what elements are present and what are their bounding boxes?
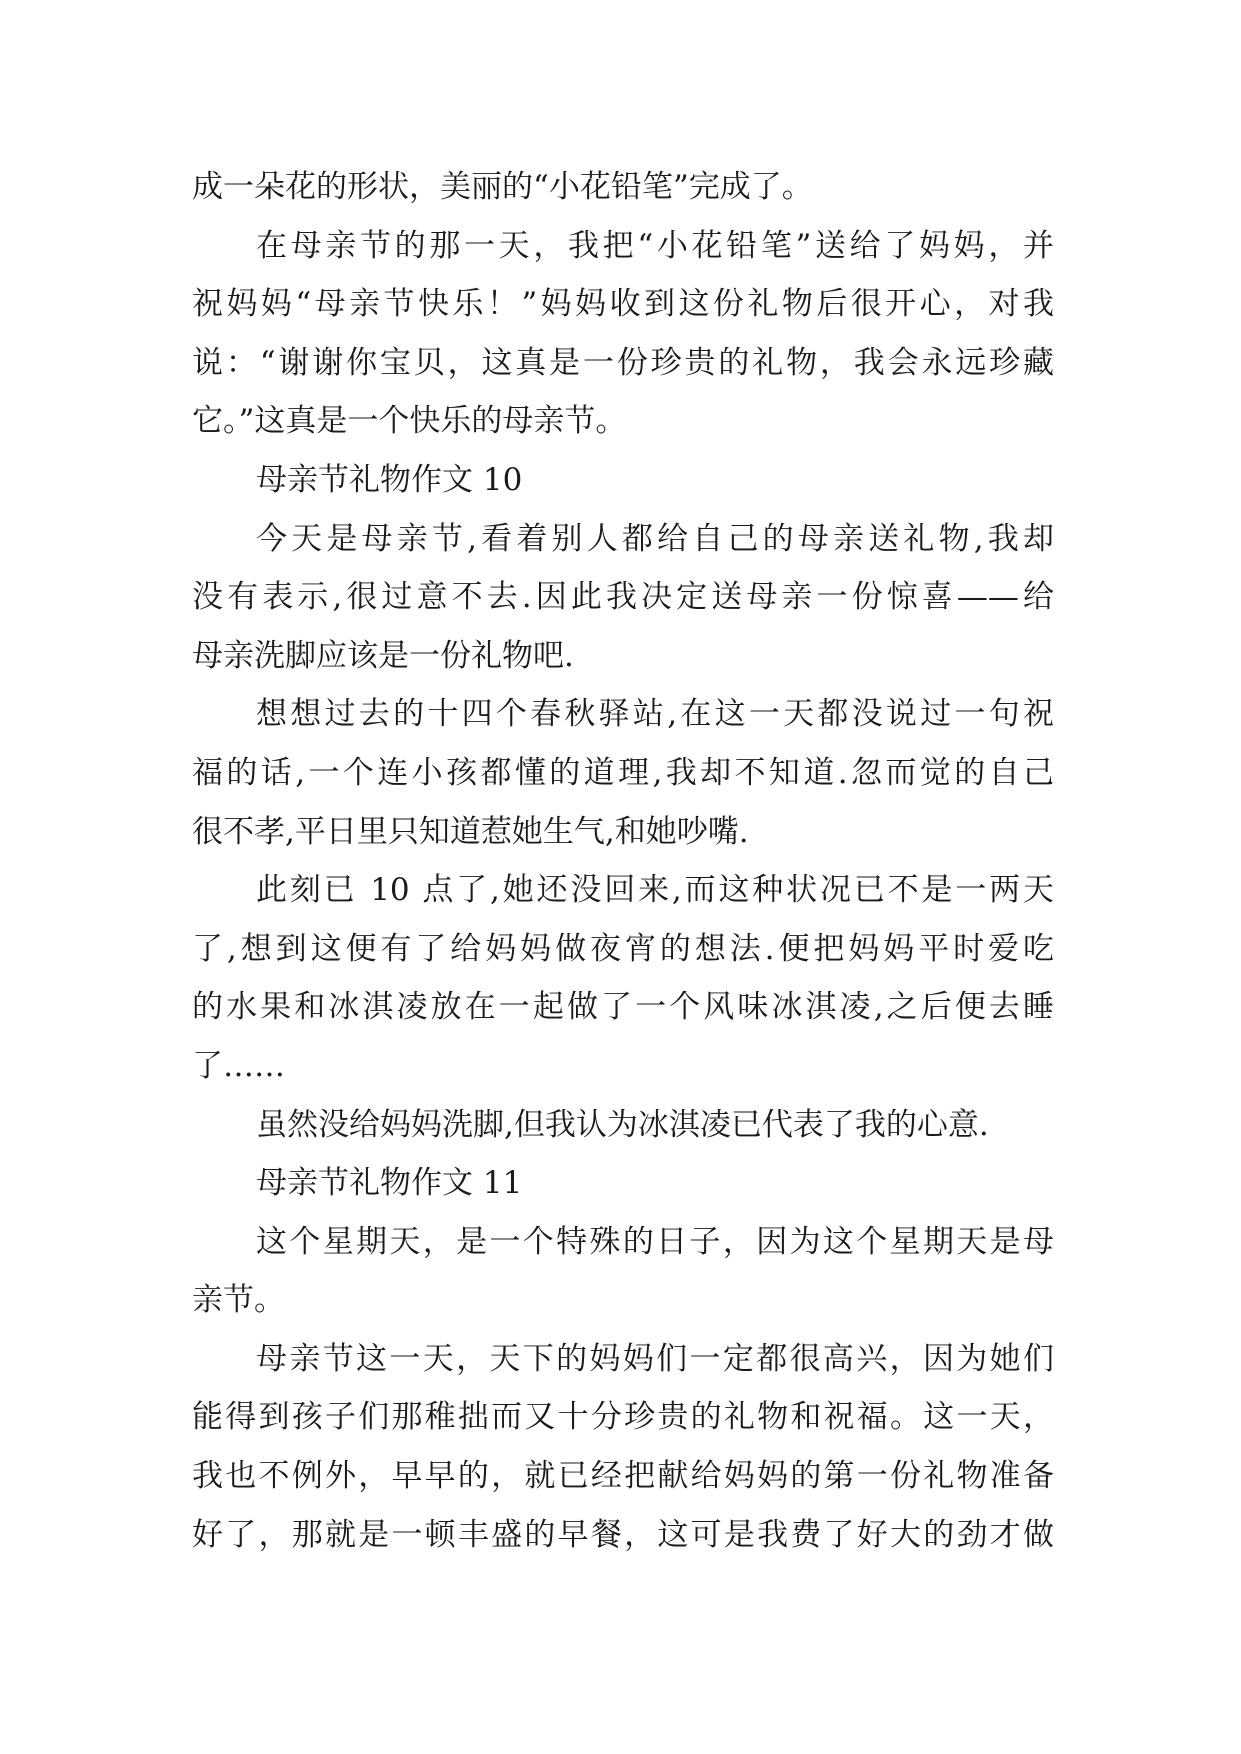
text-line: 这个星期天，是一个特殊的日子，因为这个星期天是母 xyxy=(256,1223,1054,1260)
paragraph xyxy=(192,1096,1054,1155)
text-line: 母亲节这一天，天下的妈妈们一定都很高兴，因为她们 xyxy=(256,1340,1054,1377)
text-line: 母亲洗脚应该是一份礼物吧. xyxy=(192,637,574,674)
essay-text xyxy=(192,158,1054,1564)
section-heading xyxy=(192,1154,1054,1213)
text-line: 想想过去的十四个春秋驿站,在这一天都没说过一句祝 xyxy=(256,696,1054,733)
text-line: 祝妈妈“母亲节快乐！”妈妈收到这份礼物后很开心，对我 xyxy=(192,286,1054,323)
text-line: 没有表示,很过意不去.因此我决定送母亲一份惊喜——给 xyxy=(192,579,1054,616)
text-line: 了,想到这便有了给妈妈做夜宵的想法.便把妈妈平时爱吃 xyxy=(192,930,1054,967)
text-line: 了…… xyxy=(192,1047,285,1084)
paragraph xyxy=(192,861,1054,1095)
text-line: 亲节。 xyxy=(192,1282,285,1319)
text-line: 我也不例外，早早的，就已经把献给妈妈的第一份礼物准备 xyxy=(192,1458,1054,1495)
paragraph xyxy=(192,158,1054,217)
paragraph xyxy=(192,510,1054,686)
text-line: 在母亲节的那一天，我把“小花铅笔”送给了妈妈，并 xyxy=(256,227,1054,264)
heading-text: 母亲节礼物作文 11 xyxy=(256,1165,523,1202)
text-line: 的水果和冰淇凌放在一起做了一个风味冰淇凌,之后便去睡 xyxy=(192,989,1054,1026)
text-line: 福的话,一个连小孩都懂的道理,我却不知道.忽而觉的自己 xyxy=(192,754,1054,791)
section-heading xyxy=(192,451,1054,510)
text-line: 虽然没给妈妈洗脚,但我认为冰淇凌已代表了我的心意. xyxy=(256,1106,989,1143)
paragraph xyxy=(192,685,1054,861)
text-line: 能得到孩子们那稚拙而又十分珍贵的礼物和祝福。这一天， xyxy=(192,1399,1054,1436)
text-line: 成一朵花的形状，美丽的“小花铅笔”完成了。 xyxy=(192,169,813,205)
heading-text: 母亲节礼物作文 10 xyxy=(256,461,523,498)
text-line: 此刻已 10 点了,她还没回来,而这种状况已不是一两天 xyxy=(256,872,1054,909)
text-line: 今天是母亲节,看着别人都给自己的母亲送礼物,我却 xyxy=(256,520,1054,557)
paragraph xyxy=(192,1213,1054,1330)
text-line: 说：“谢谢你宝贝，这真是一份珍贵的礼物，我会永远珍藏 xyxy=(192,344,1054,381)
paragraph xyxy=(192,1330,1054,1564)
text-line: 好了，那就是一顿丰盛的早餐，这可是我费了好大的劲才做 xyxy=(192,1516,1054,1553)
text-line: 它。”这真是一个快乐的母亲节。 xyxy=(192,403,627,440)
text-line: 很不孝,平日里只知道惹她生气,和她吵嘴. xyxy=(192,813,749,850)
paragraph xyxy=(192,217,1054,451)
